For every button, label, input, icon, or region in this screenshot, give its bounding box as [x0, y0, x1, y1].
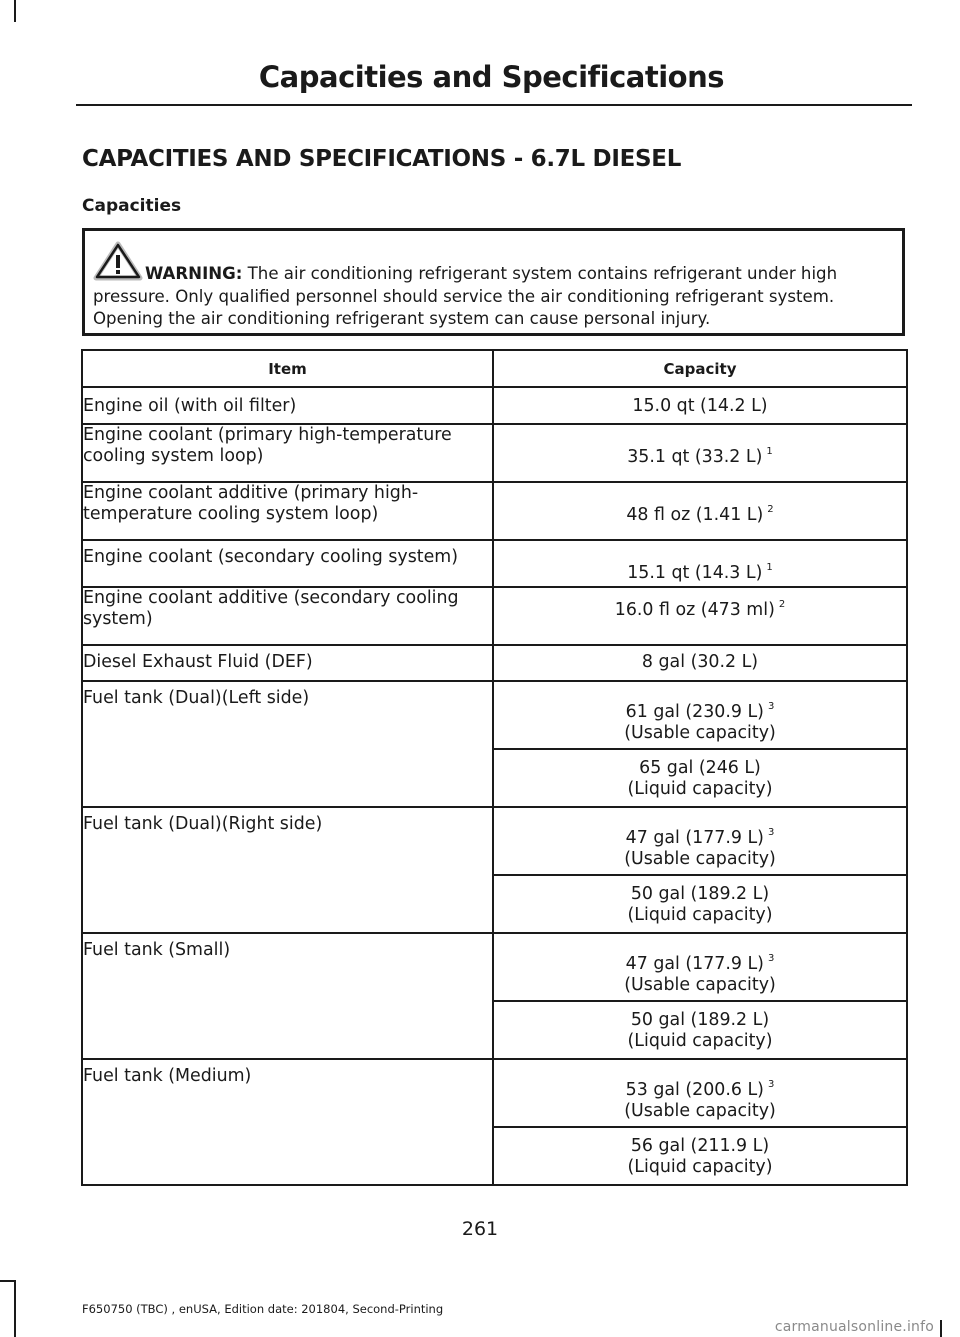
- usable-label: (Usable capacity): [624, 723, 776, 743]
- liquid-capacity-cell: [493, 875, 907, 933]
- item-cell: Fuel tank (Medium): [82, 1059, 493, 1185]
- item-cell: Fuel tank (Dual)(Left side): [82, 681, 493, 807]
- footnote-marker: 2: [778, 599, 786, 610]
- liquid-label: (Liquid capacity): [627, 779, 773, 799]
- footer-edition-info: F650750 (TBC) , enUSA, Edition date: 201804, Second-Printing: [82, 1302, 444, 1316]
- usable-line: [494, 1074, 906, 1101]
- page-number: 261: [461, 1218, 499, 1240]
- liquid-capacity-cell: [493, 1001, 907, 1059]
- item-cell: Engine coolant (secondary cooling system): [82, 540, 493, 587]
- liquid-label: (Liquid capacity): [627, 905, 773, 925]
- footnote-marker: 3: [767, 1079, 775, 1090]
- capacity-value: 8 gal (30.2 L): [641, 652, 759, 672]
- warning-text: [93, 263, 893, 331]
- usable-capacity-cell: [493, 1059, 907, 1127]
- crop-mark-bottom-left: [14, 1280, 16, 1337]
- table-row: [82, 645, 907, 681]
- column-header-capacity: Capacity: [493, 350, 907, 387]
- capacity-value: 16.0 fl oz (473 ml): [614, 600, 775, 620]
- table-row: [82, 681, 907, 749]
- table-row: [82, 482, 907, 540]
- capacity-value: 47 gal (177.9 L): [625, 954, 764, 974]
- capacity-cell: [493, 645, 907, 681]
- capacity-value: 35.1 qt (33.2 L): [627, 447, 763, 467]
- footnote-marker: 2: [767, 504, 774, 515]
- liquid-capacity-cell: [493, 749, 907, 807]
- usable-line: [494, 948, 906, 975]
- table-row: [82, 933, 907, 1001]
- item-cell: Diesel Exhaust Fluid (DEF): [82, 645, 493, 681]
- usable-label: (Usable capacity): [624, 849, 776, 869]
- crop-mark-bottom-right: [940, 1320, 942, 1337]
- table-row: [82, 807, 907, 875]
- warning-body: The air conditioning refrigerant system contains refrigerant under high pressure. Only qualified personnel should service the air conditioning refrigerant system. Opening the air conditioning refrigerant system can cause personal injury.: [93, 264, 838, 328]
- liquid-label: (Liquid capacity): [627, 1157, 773, 1177]
- usable-capacity-cell: [493, 933, 907, 1001]
- table-row: [82, 387, 907, 424]
- warning-box: [82, 228, 905, 336]
- capacity-value: 56 gal (211.9 L): [630, 1136, 770, 1156]
- capacity-value: 50 gal (189.2 L): [630, 1010, 770, 1030]
- usable-capacity-cell: [493, 807, 907, 875]
- usable-capacity-cell: [493, 681, 907, 749]
- capacity-value: 47 gal (177.9 L): [625, 828, 764, 848]
- footnote-marker: 3: [767, 827, 775, 838]
- capacity-value: 53 gal (200.6 L): [625, 1080, 764, 1100]
- capacity-value: 48 fl oz (1.41 L): [626, 505, 764, 525]
- crop-mark-top-left: [14, 0, 16, 22]
- watermark: carmanualsonline.info: [774, 1319, 934, 1335]
- table-row: [82, 1059, 907, 1127]
- crop-mark-bottom-left-h: [0, 1280, 16, 1282]
- capacity-cell: [493, 540, 907, 587]
- footnote-marker: 3: [767, 701, 775, 712]
- warning-label: WARNING:: [145, 264, 243, 283]
- usable-label: (Usable capacity): [624, 1101, 776, 1121]
- footnote-marker: 1: [766, 446, 773, 457]
- usable-line: [494, 822, 906, 849]
- item-cell: Engine coolant additive (secondary cooling system): [82, 587, 493, 645]
- footnote-marker: 1: [766, 562, 773, 573]
- item-cell: Engine oil (with oil filter): [82, 387, 493, 424]
- usable-label: (Usable capacity): [624, 975, 776, 995]
- table-row: [82, 424, 907, 482]
- table-row: [82, 540, 907, 587]
- section-title: CAPACITIES AND SPECIFICATIONS - 6.7L DIESEL: [82, 146, 682, 172]
- liquid-capacity-cell: [493, 1127, 907, 1185]
- capacity-cell: [493, 587, 907, 645]
- item-cell: Fuel tank (Dual)(Right side): [82, 807, 493, 933]
- capacity-value: 15.1 qt (14.3 L): [627, 563, 763, 583]
- usable-line: [494, 696, 906, 723]
- table-row: [82, 587, 907, 645]
- header-divider: [76, 104, 912, 106]
- capacity-cell: [493, 387, 907, 424]
- sub-title: Capacities: [82, 196, 182, 216]
- capacities-table: [81, 349, 908, 1186]
- capacity-value: 61 gal (230.9 L): [625, 702, 764, 722]
- capacity-value: 15.0 qt (14.2 L): [632, 396, 768, 416]
- capacity-cell: [493, 482, 907, 540]
- table-header-row: [82, 350, 907, 387]
- capacity-value: 50 gal (189.2 L): [630, 884, 770, 904]
- capacity-value: 65 gal (246 L): [639, 758, 761, 778]
- page-header-title: Capacities and Specifications: [258, 60, 724, 94]
- item-cell: Fuel tank (Small): [82, 933, 493, 1059]
- footnote-marker: 3: [767, 953, 775, 964]
- item-cell: Engine coolant (primary high-temperature cooling system loop): [82, 424, 493, 482]
- liquid-label: (Liquid capacity): [627, 1031, 773, 1051]
- item-cell: Engine coolant additive (primary high-temperature cooling system loop): [82, 482, 493, 540]
- capacity-cell: [493, 424, 907, 482]
- column-header-item: Item: [82, 350, 493, 387]
